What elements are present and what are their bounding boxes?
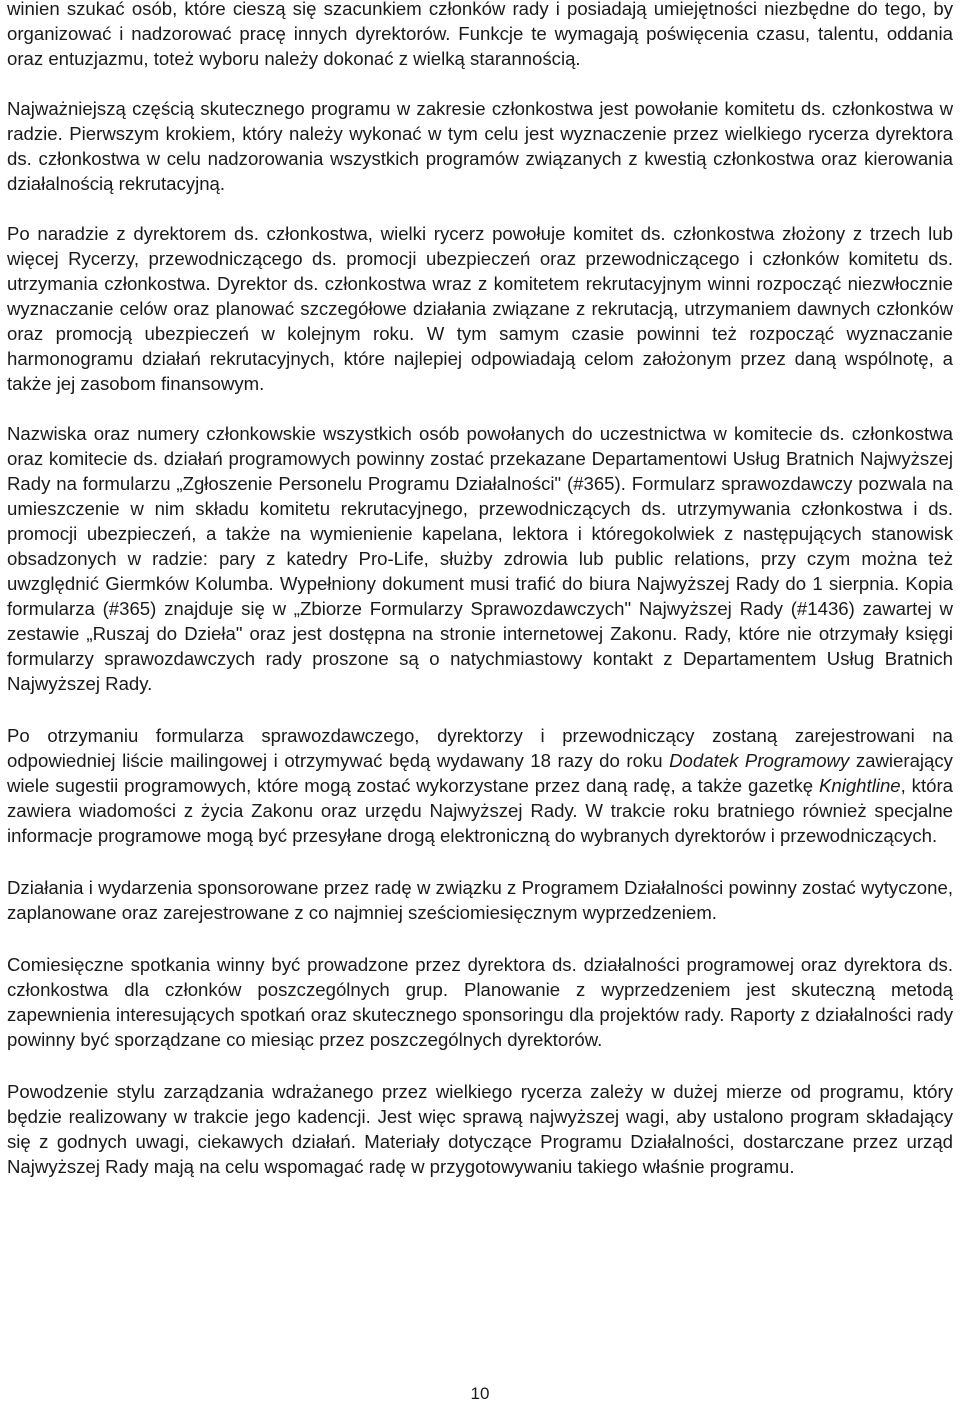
paragraph-5-text-b: zawierający wiele sugestii programowych, które mogą zostać wykorzystane przez daną radę, a także gazetkę [7,750,953,796]
paragraph-8: Powodzenie stylu zarządzania wdrażanego przez wielkiego rycerza zależy w dużej mierze od programu, który będzie realizowany w trakcie jego kadencji. Jest więc sprawą najwyższej wagi, aby ustalono program składający się z godnych uwagi, ciekawych działań. Materiały dotyczące Programu Działalności, dostarczane przez urząd Najwyższej Rady mają na celu wspomagać radę w przygotowywaniu takiego właśnie programu. [7,1081,953,1177]
paragraph-1: winien szukać osób, które cieszą się szacunkiem członków rady i posiadają umiejętności niezbędne do tego, by organizować i nadzorować pracę innych dyrektorów. Funkcje te wymagają poświęcenia czasu, talentu, oddania oraz entuzjazmu, toteż wyboru należy dokonać z wielką starannością. [7,0,953,69]
paragraph-5-text-c: , która zawiera wiadomości z życia Zakonu oraz urzędu Najwyższej Rady. W trakcie roku bratniego również specjalne informacje programowe mogą być przesyłane drogą elektroniczną do wybranych dyrektorów i przewodniczących. [7,775,953,846]
paragraph-5 [7,723,953,848]
page-number: 10 [470,1384,490,1403]
paragraph-6: Działania i wydarzenia sponsorowane przez radę w związku z Programem Działalności powinny zostać wytyczone, zaplanowane oraz zarejestrowane z co najmniej sześciomiesięcznym wyprzedzeniem. [7,877,953,923]
document-body [7,0,953,1179]
paragraph-5-text-a: Po otrzymaniu formularza sprawozdawczego, dyrektorzy i przewodniczący zostaną zarejestrowani na odpowiedniej liście mailingowej i otrzymywać będą wydawany 18 razy do roku [7,725,953,771]
paragraph-5-italic-dodatek: Dodatek Programowy [669,750,850,771]
paragraph-5-italic-knightline: Knightline [818,775,901,796]
paragraph-7: Comiesięczne spotkania winny być prowadzone przez dyrektora ds. działalności programowej oraz dyrektora ds. członkostwa dla członków poszczególnych grup. Planowanie z wyprzedzeniem jest skuteczną metodą zapewnienia interesujących spotkań oraz skutecznego sponsoringu dla projektów rady. Raporty z działalności rady powinny być sporządzane co miesiąc przez poszczególnych dyrektorów. [7,954,953,1050]
paragraph-2: Najważniejszą częścią skutecznego programu w zakresie członkostwa jest powołanie komitetu ds. członkostwa w radzie. Pierwszym krokiem, który należy wykonać w tym celu jest wyznaczenie przez wielkiego rycerza dyrektora ds. członkostwa w celu nadzorowania wszystkich programów związanych z kwestią członkostwa oraz kierowania działalnością rekrutacyjną. [7,98,953,194]
paragraph-4: Nazwiska oraz numery członkowskie wszystkich osób powołanych do uczestnictwa w komitecie ds. członkostwa oraz komitecie ds. działań programowych powinny zostać przekazane Departamentowi Usług Bratnich Najwyższej Rady na formularzu „Zgłoszenie Personelu Programu Działalności" (#365). Formularz sprawozdawczy pozwala na umieszczenie w nim składu komitetu rekrutacyjnego, przewodniczących ds. utrzymywania członkostwa i ds. promocji ubezpieczeń, a także na wymienienie kapelana, lektora i któregokolwiek z następujących stanowisk obsadzonych w radzie: pary z katedry Pro-Life, służby zdrowia lub public relations, przy czym można też uwzględnić Giermków Kolumba. Wypełniony dokument musi trafić do biura Najwyższej Rady do 1 sierpnia. Kopia formularza (#365) znajduje się w „Zbiorze Formularzy Sprawozdawczych" Najwyższej Rady (#1436) zawartej w zestawie „Ruszaj do Dzieła" oraz jest dostępna na stronie internetowej Zakonu. Rady, które nie otrzymały księgi formularzy sprawozdawczych rady proszone są o natychmiastowy kontakt z Departamentem Usług Bratnich Najwyższej Rady. [7,423,953,694]
paragraph-3: Po naradzie z dyrektorem ds. członkostwa, wielki rycerz powołuje komitet ds. członkostwa złożony z trzech lub więcej Rycerzy, przewodniczącego ds. promocji ubezpieczeń oraz przewodniczącego i członków komitetu ds. utrzymania członkostwa. Dyrektor ds. członkostwa wraz z komitetem rekrutacyjnym winni rozpocząć niezwłocznie wyznaczanie celów oraz planować szczegółowe działania związane z rekrutacją, utrzymaniem dawnych członków oraz promocją ubezpieczeń w kolejnym roku. W tym samym czasie powinni też rozpocząć wyznaczanie harmonogramu działań rekrutacyjnych, które najlepiej odpowiadają celom założonym przez daną wspólnotę, a także jej zasobom finansowym. [7,223,953,394]
